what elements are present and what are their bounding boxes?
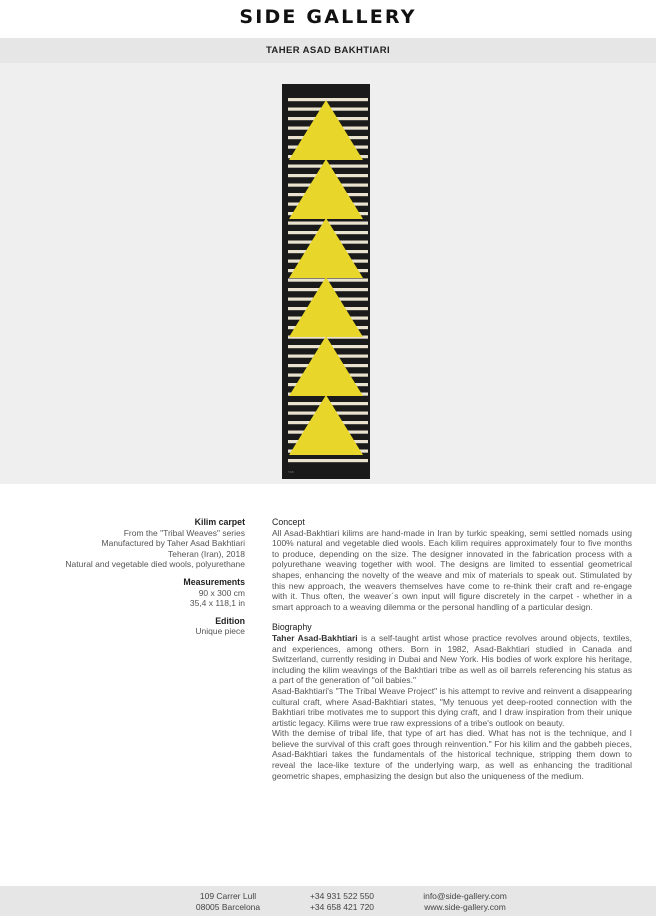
- biography-paragraph-2: Asad-Bakhtiari's "The Tribal Weave Project" is his attempt to revive and reinvent a disappearing cultural craft, where Asad-Bakhtiari states, "My tenuous yet deep-rooted connection with the Bakhtiari tribe motivates me to support this dying craft, and I draw inspiration from their unique artistic legacy. Kilims were true raw expressions of a tribe's outlook on beauty.: [272, 685, 632, 728]
- address-line: 08005 Barcelona: [195, 902, 261, 912]
- carpet-signature-mark: TAB: [288, 470, 294, 474]
- measurement-line: 35,4 x 118,1 in: [189, 598, 245, 609]
- measurements-label: Measurements: [183, 576, 245, 587]
- artwork-details: [10, 517, 245, 637]
- email-link[interactable]: info@side-gallery.com: [423, 891, 507, 901]
- footer-phones: [292, 891, 392, 913]
- kilim-label: Kilim carpet: [194, 517, 245, 527]
- footer-contact: [410, 891, 520, 913]
- kilim-carpet-image: [282, 84, 370, 479]
- artwork-text: [272, 517, 632, 781]
- footer-address: [178, 891, 278, 913]
- biography-heading: Biography: [272, 622, 312, 633]
- gallery-logo: SIDE GALLERY: [239, 6, 417, 28]
- carpet-stripe: [288, 98, 368, 101]
- biography-artist-name: Taher Asad-Bakhtiari: [272, 632, 358, 643]
- kilim-line: From the "Tribal Weaves" series: [123, 527, 245, 538]
- kilim-line: Teheran (Iran), 2018: [167, 548, 245, 559]
- artist-name-bar: TAHER ASAD BAKHTIARI: [0, 38, 656, 63]
- biography-text: is a self-taught artist whose practice revolves around objects, textiles, and experiences, among others. Born in 1982, Asad-Bakhtiari studied in Canada and Switzerland, currently residing in Dubai and New York. His bodies of work explore his heritage, including the kilim weavings of the Bakhtiari tribe as well as oil barrels referencing his status as a part of the generation of "oil babies.": [272, 632, 632, 686]
- website-link[interactable]: www.side-gallery.com: [424, 902, 506, 912]
- measurement-line: 90 x 300 cm: [198, 587, 245, 598]
- biography-paragraph-3: With the demise of tribal life, that type of art has died. What has not is the technique, and I believe the survival of this craft goes through reinvention." For his kilim and the gabbeh pieces, Asad-Bakhtiari takes the fundamentals of the historical technique, stripping them down to reveal the lace-like texture of the underlying warp, as well as enhancing the traditional geometric shapes, emphasizing the design but also the uniqueness of the medium.: [272, 728, 632, 781]
- footer: [0, 886, 656, 916]
- kilim-line: Natural and vegetable died wools, polyurethane: [65, 559, 245, 570]
- biography-paragraph-1: [272, 633, 632, 686]
- artwork-image-area: [0, 63, 656, 484]
- kilim-line: Manufactured by Taher Asad Bakhtiari: [101, 538, 245, 549]
- concept-heading: Concept: [272, 517, 305, 527]
- address-line: 109 Carrer Lull: [199, 891, 257, 901]
- edition-label: Edition: [215, 615, 245, 626]
- carpet-stripe: [288, 459, 368, 462]
- edition-value: Unique piece: [195, 626, 245, 637]
- phone-link[interactable]: +34 931 522 550: [309, 891, 375, 901]
- phone-link[interactable]: +34 658 421 720: [309, 902, 375, 912]
- concept-text: All Asad-Bakhtiari kilims are hand-made in Iran by turkic speaking, semi settled nomads using 100% natural and vegetable died wools. Each kilim requires approximately four to five months to produce, depending on the size. The designer innovated in the fabrication process with a polyurethane weaving together with wool. The designs are limited to essential geometrical shapes, enhancing the novelty of the weave and mix of materials to speak out. Stimulated by this new approach, the weavers themselves have come to re-think their craft and re-engage with it. Thus often, the weaver´s own input will figure discretely in the carpet - whether in a smart approach to a weaving dilemma or the personal handling of a particular design.: [272, 527, 632, 612]
